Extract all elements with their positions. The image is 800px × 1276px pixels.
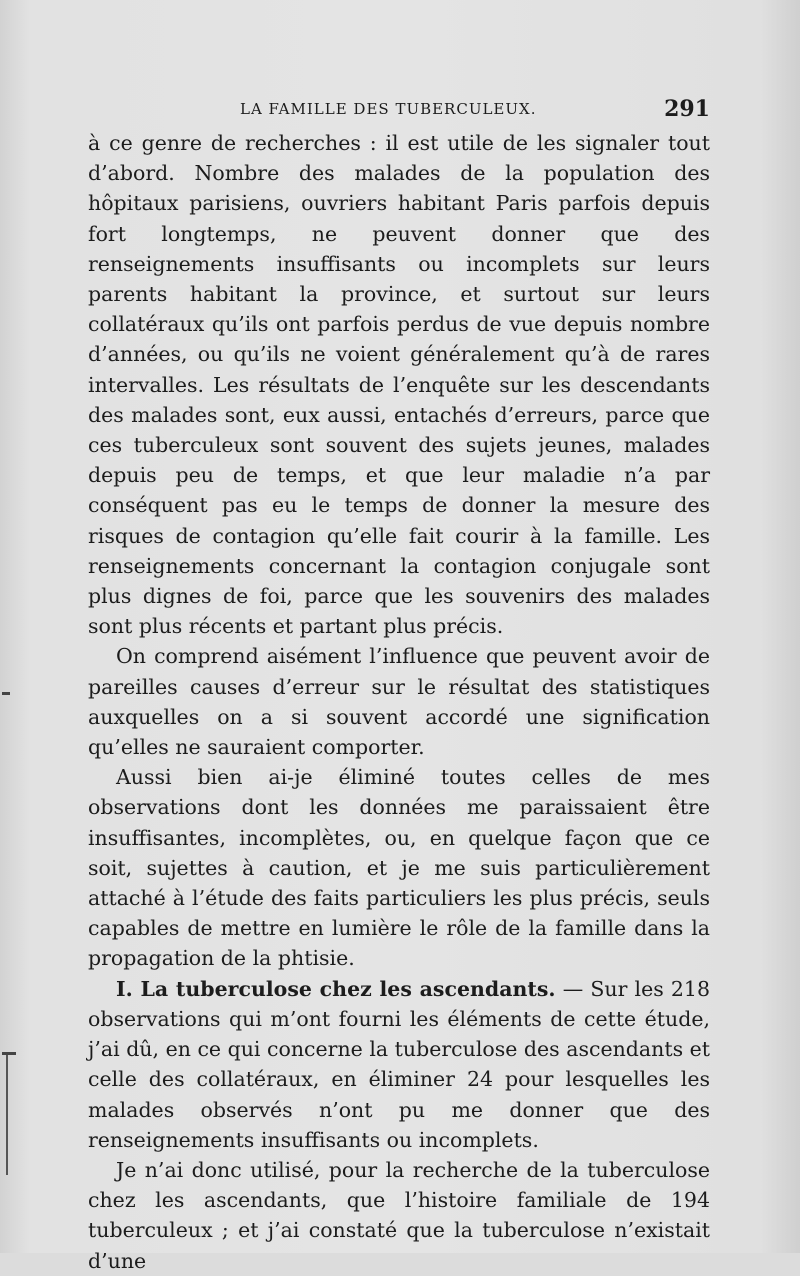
running-title: LA FAMILLE DES TUBERCULEUX.	[240, 100, 537, 118]
paragraph-continuation: à ce genre de recherches : il est utile de les signaler tout d’abord. Nombre des malades de la population des hôpitaux parisiens, ouvriers habitant Paris parfois depuis fort longtemps, ne peuvent donner que des renseignements insuffisants ou incomplets sur leurs parents habitant la province, et surtout sur leurs collatéraux qu’ils ont parfois perdus de vue depuis nombre d’années, ou qu’ils ne voient généralement qu’à de rares intervalles. Les résultats de l’enquête sur les descendants des malades sont, eux aussi, entachés d’erreurs, parce que ces tuberculeux sont souvent des sujets jeunes, malades depuis peu de temps, et que leur maladie n’a par conséquent pas eu le temps de donner la mesure des risques de contagion qu’elle fait courir à la famille. Les renseignements concernant la contagion conjugale sont plus dignes de foi, parce que les souvenirs des malades sont plus récents et partant plus précis.	[88, 131, 710, 639]
page-header	[90, 96, 710, 126]
paragraph-history: Je n’ai donc utilisé, pour la recherche de la tuberculose chez les ascendants, que l’histoire familiale de 194 tuberculeux ; et j’ai constaté que la tuberculose n’existait d’une	[88, 1157, 710, 1273]
paragraph-influence: On comprend aisément l’influence que peuvent avoir de pareilles causes d’erreur sur le résultat des statistiques auxquelles on a si souvent accordé une signification qu’elles ne sauraient comporter.	[88, 644, 710, 760]
margin-mark	[2, 1052, 16, 1055]
paragraph-elimination: Aussi bien ai-je éliminé toutes celles de mes observations dont les données me paraissaient être insuffisantes, incomplètes, ou, en quelque façon que ce soit, sujettes à caution, et je me suis particulièrement attaché à l’étude des faits particuliers les plus précis, seuls capables de mettre en lumière le rôle de la famille dans la propagation de la phtisie.	[88, 765, 710, 971]
body-text	[88, 128, 710, 1276]
margin-mark	[2, 692, 10, 695]
section-text: — Sur les 218 observations qui m’ont fourni les éléments de cette étude, j’ai dû, en ce qui concerne la tuberculose des ascendants et celle des collatéraux, en éliminer 24 pour lesquelles les malades observés n’ont pu me donner que des renseignements insuffisants ou incomplets.	[88, 976, 710, 1152]
section-heading: I. La tuberculose chez les ascendants.	[116, 976, 556, 1001]
paragraph-ascendants	[88, 974, 710, 1155]
page-number: 291	[664, 96, 710, 122]
margin-rule	[6, 1055, 8, 1175]
